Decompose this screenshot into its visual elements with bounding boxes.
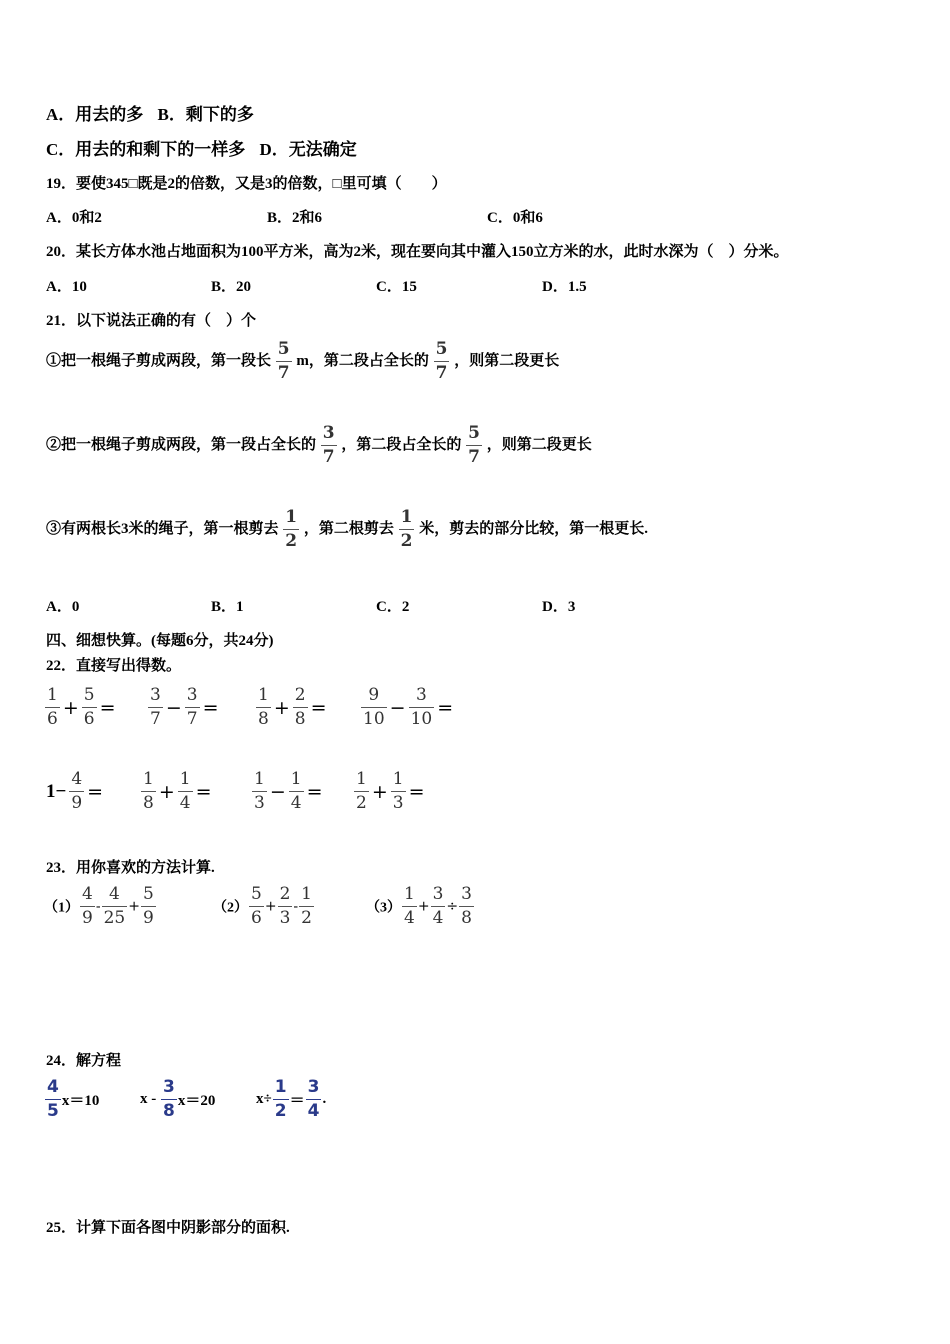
q19-option-c: C．0和6: [487, 210, 543, 226]
s3-text-1: ③有两根长3米的绳子，第一根剪去: [46, 520, 279, 537]
fraction: $\frac{1}{2}$: [285, 507, 298, 551]
q22-item-8: $\frac{1}{2}$ + $\frac{1}{3}$ =: [356, 769, 425, 813]
s2-text-1: ②把一根绳子剪成两段，第一段占全长的: [46, 436, 317, 453]
q22-item-1: $\frac{1}{6}$ + $\frac{5}{6}$ =: [47, 685, 116, 729]
q21-option-c: C．2: [376, 599, 410, 615]
q19-stem: 19．要使345□既是2的倍数，又是3的倍数，□里可填（ ）: [46, 176, 447, 192]
s3-text-2: ，第二根剪去: [303, 520, 394, 537]
q22-item-6: $\frac{1}{8}$ + $\frac{1}{4}$ =: [143, 769, 212, 813]
fraction: $\frac{3}{7}$: [322, 423, 335, 467]
q23-expression-2: （2） $\frac{5}{6}$ + $\frac{2}{3}$ - $\frac{1}{2}$: [213, 884, 312, 928]
q18-option-d: D．无法确定: [259, 140, 357, 159]
s1-text-2: m，第二段占全长的: [296, 352, 429, 369]
q20-option-c: C．15: [376, 279, 417, 295]
s2-text-3: ，则第二段更长: [486, 436, 592, 453]
q24-equation-3: x÷ $\frac{1}{2}$ ＝ $\frac{3}{4}$ .: [256, 1077, 327, 1121]
q21-option-d: D．3: [542, 599, 576, 615]
q20-option-b: B．20: [211, 279, 252, 295]
fraction: $\frac{5}{7}$: [435, 339, 448, 383]
q23-expression-1: （1） $\frac{4}{9}$ - $\frac{4}{25}$ + $\frac{5}{9}$: [44, 884, 154, 928]
s1-text-3: ，则第二段更长: [454, 352, 560, 369]
q25-stem: 25．计算下面各图中阴影部分的面积.: [46, 1220, 290, 1236]
q18-option-a: A．用去的多: [46, 105, 144, 124]
q21-option-b: B．1: [211, 599, 244, 615]
q21-statement-3: [46, 509, 648, 550]
q20-option-a: A．10: [46, 279, 87, 295]
q18-option-c: C．用去的和剩下的一样多: [46, 140, 246, 159]
q22-item-7: $\frac{1}{3}$ − $\frac{1}{4}$ =: [254, 769, 323, 813]
q20-stem: 20．某长方体水池占地面积为100平方米，高为2米，现在要向其中灌入150立方米的水，此时水深为（ ）分米。: [46, 244, 789, 260]
q20-option-d: D．1.5: [542, 279, 587, 295]
q22-item-2: $\frac{3}{7}$ − $\frac{3}{7}$ =: [150, 685, 219, 729]
q21-statement-2: [46, 425, 592, 466]
q23-expression-3: （3） $\frac{1}{4}$ + $\frac{3}{4}$ ÷ $\frac{3}{8}$: [366, 884, 472, 928]
q18-options-row1: [46, 100, 254, 125]
q22-stem: 22．直接写出得数。: [46, 658, 182, 674]
s3-text-3: 米，剪去的部分比较，第一根更长.: [419, 520, 648, 537]
fraction: $\frac{5}{7}$: [468, 423, 480, 467]
fraction: $\frac{5}{7}$: [277, 339, 290, 383]
q24-stem: 24．解方程: [46, 1053, 122, 1069]
q22-item-3: $\frac{1}{8}$ + $\frac{2}{8}$ =: [258, 685, 327, 729]
q22-item-5: 1− $\frac{4}{9}$ =: [46, 769, 104, 813]
q18-option-b: B．剩下的多: [157, 105, 254, 124]
q19-option-a: A．0和2: [46, 210, 102, 226]
q19-option-b: B．2和6: [267, 210, 323, 226]
q23-stem: 23．用你喜欢的方法计算.: [46, 860, 215, 876]
q21-option-a: A．0: [46, 599, 80, 615]
q24-equation-2: x - $\frac{3}{8}$ x＝20: [140, 1077, 216, 1121]
s2-text-2: ，第二段占全长的: [341, 436, 462, 453]
q24-equation-1: $\frac{4}{5}$ x＝10: [47, 1077, 100, 1121]
q21-stem: 21．以下说法正确的有（ ）个: [46, 313, 257, 329]
section-4-heading: 四、细想快算。(每题6分，共24分): [46, 633, 274, 649]
fraction: $\frac{1}{2}$: [400, 507, 413, 551]
q18-options-row2: [46, 135, 357, 160]
q22-item-4: $\frac{9}{10}$ − $\frac{3}{10}$ =: [363, 685, 454, 729]
s1-text-1: ①把一根绳子剪成两段，第一段长: [46, 352, 272, 369]
q21-statement-1: [46, 341, 559, 382]
